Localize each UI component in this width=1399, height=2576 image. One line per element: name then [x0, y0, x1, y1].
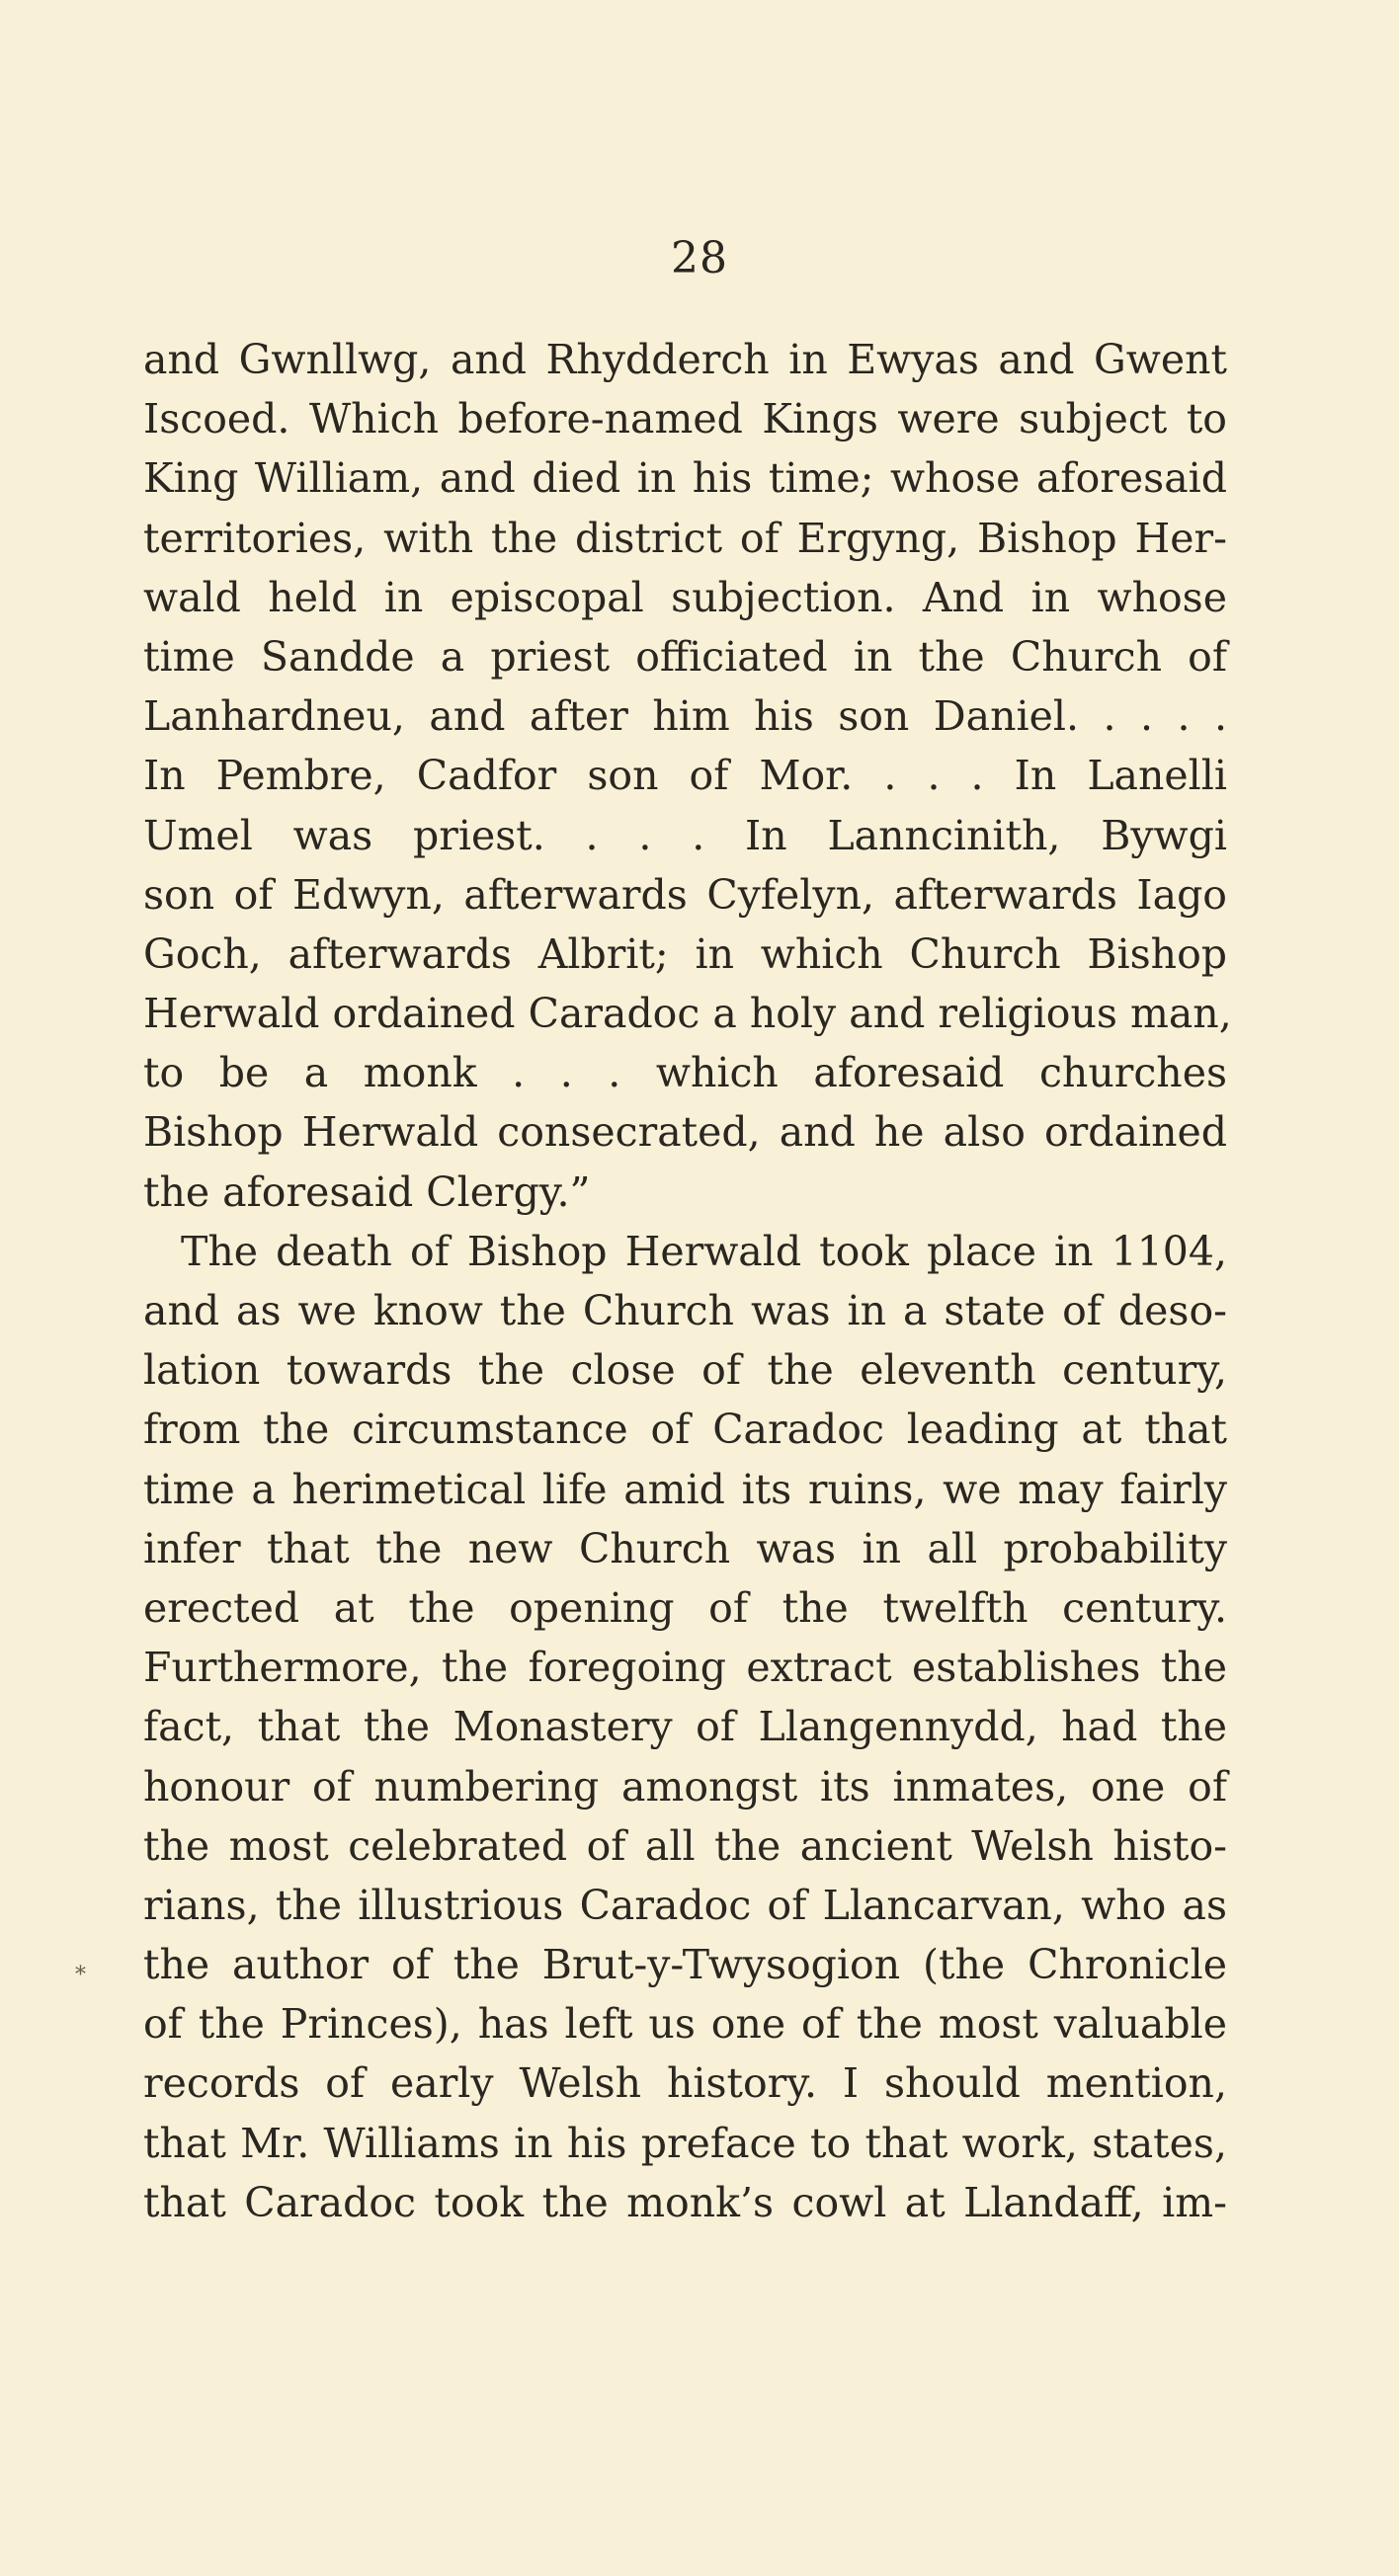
- text-line: that Mr. Williams in his preface to that work, states,: [143, 2119, 1227, 2167]
- text-line: rians, the illustrious Caradoc of Llancarvan, who as: [143, 1881, 1227, 1929]
- text-line: from the circumstance of Caradoc leading at that: [143, 1406, 1227, 1454]
- text-line: Iscoed. Which before-named Kings were subject to: [143, 395, 1227, 443]
- text-line: Bishop Herwald consecrated, and he also ordained: [143, 1108, 1227, 1157]
- text-line: lation towards the close of the eleventh century,: [143, 1346, 1227, 1395]
- text-line: the author of the Brut-y-Twysogion (the Chronicle: [143, 1941, 1227, 1989]
- text-line: wald held in episcopal subjection. And in whose: [143, 573, 1227, 621]
- text-line: territories, with the district of Ergyng, Bishop Her-: [143, 514, 1227, 562]
- text-line: that Caradoc took the monk’s cowl at Llandaff, im-: [143, 2178, 1227, 2226]
- text-line: Furthermore, the foregoing extract establishes the: [143, 1644, 1227, 1692]
- text-line: of the Princes), has left us one of the most valuable: [143, 2000, 1227, 2049]
- stray-ink-mark: ⁎: [75, 1956, 86, 1980]
- text-line: Goch, afterwards Albrit; in which Church Bishop: [143, 929, 1227, 978]
- text-line: Herwald ordained Caradoc a holy and religious man,: [143, 990, 1232, 1038]
- text-line: fact, that the Monastery of Llangennydd, had the: [143, 1703, 1227, 1751]
- text-line: and as we know the Church was in a state of deso-: [143, 1287, 1227, 1334]
- text-line-paragraph-start: The death of Bishop Herwald took place in 1104,: [181, 1227, 1227, 1275]
- text-line-paragraph-end: the aforesaid Clergy.”: [143, 1167, 591, 1216]
- text-line: time a herimetical life amid its ruins, we may fairly: [143, 1465, 1227, 1513]
- text-line: honour of numbering amongst its inmates, one of: [143, 1762, 1227, 1811]
- text-line: time Sandde a priest officiated in the Church of: [143, 632, 1227, 681]
- text-line: to be a monk . . . which aforesaid churches: [143, 1049, 1227, 1097]
- text-line: son of Edwyn, afterwards Cyfelyn, afterwards Iago: [143, 870, 1227, 919]
- text-line: In Pembre, Cadfor son of Mor. . . . In Lanelli: [143, 752, 1227, 800]
- text-line: King William, and died in his time; whose aforesaid: [143, 454, 1227, 503]
- text-line: infer that the new Church was in all probability: [143, 1524, 1227, 1572]
- body-text: [143, 330, 1232, 2232]
- text-line: Umel was priest. . . . In Lanncinith, Bywgi: [143, 811, 1227, 859]
- text-line: records of early Welsh history. I should mention,: [143, 2059, 1227, 2108]
- text-line: and Gwnllwg, and Rhydderch in Ewyas and Gwent: [143, 336, 1227, 383]
- text-line: erected at the opening of the twelfth century.: [143, 1583, 1227, 1632]
- page-number: 28: [671, 233, 728, 283]
- text-line: the most celebrated of all the ancient Welsh histo-: [143, 1821, 1227, 1870]
- text-line: Lanhardneu, and after him his son Daniel. . . . .: [143, 692, 1227, 741]
